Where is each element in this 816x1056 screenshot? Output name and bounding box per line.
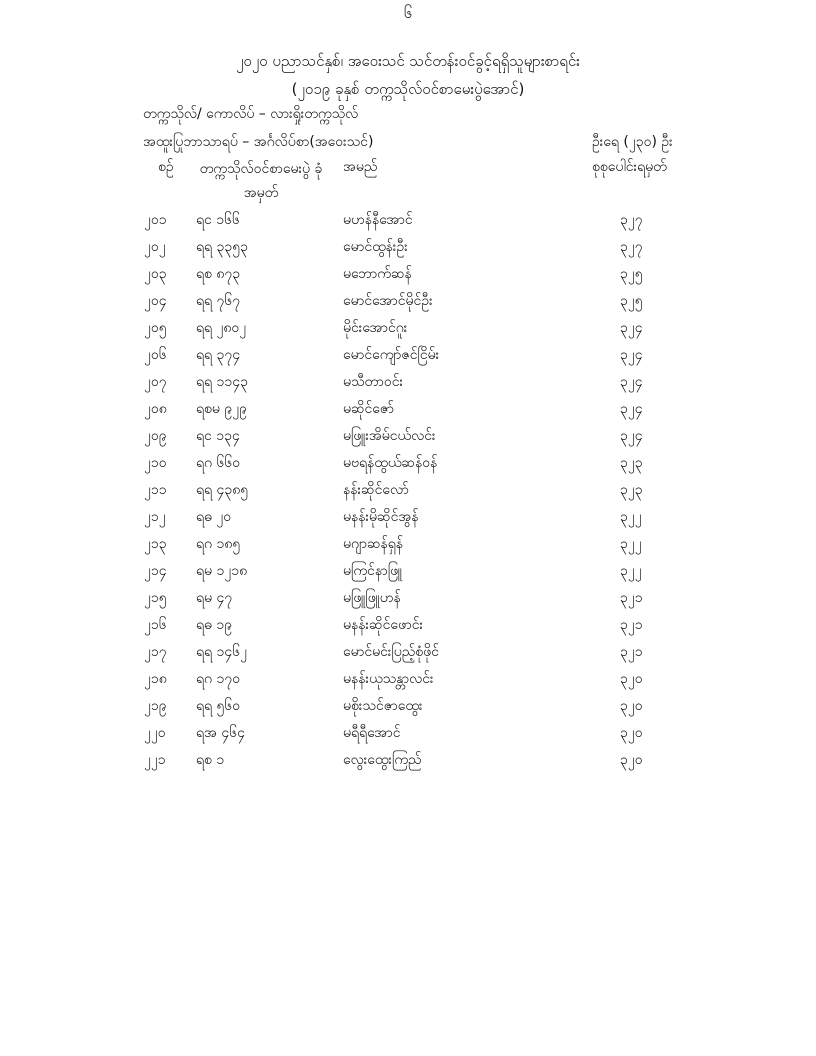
serial-cell: ၂၁၂	[144, 509, 166, 525]
table-row	[0, 318, 816, 345]
university-line: တက္ကသိုလ်/ ကောလိပ် – လားရှိုးတက္ကသိုလ်	[143, 106, 359, 122]
name-cell: မောင်ကျော်ဇင်ငြိမ်း	[343, 347, 440, 363]
table-row	[0, 561, 816, 588]
serial-cell: ၂၁၅	[144, 590, 167, 606]
name-cell: မသီတာဝင်း	[343, 374, 404, 390]
name-cell: မိုင်းအောင်ဂူး	[343, 320, 408, 336]
column-header-serial: စဉ်	[158, 159, 174, 175]
score-cell: ၃၂၃	[620, 482, 643, 498]
serial-cell: ၂၀၄	[144, 293, 167, 309]
roll-number-cell: ရဓ ၁၉	[196, 617, 233, 633]
serial-cell: ၂၀၇	[144, 374, 167, 390]
serial-cell: ၂၂၁	[144, 752, 166, 768]
roll-number-cell: ရရ ၃၃၅၃	[196, 239, 249, 255]
name-cell: မစိုးသင်ဇာထွေး	[343, 698, 423, 714]
roll-number-cell: ရင ၁၃၄	[196, 428, 240, 444]
serial-cell: ၂၂၀	[144, 725, 166, 741]
table-row	[0, 534, 816, 561]
serial-cell: ၂၀၈	[144, 401, 167, 417]
name-cell: မနန်းမိုဆိုင်အွန်	[343, 509, 419, 525]
table-row	[0, 291, 816, 318]
roll-number-cell: ရမ ၄၇	[196, 590, 233, 606]
score-cell: ၃၂၁	[620, 590, 643, 606]
table-row	[0, 453, 816, 480]
total-count: ဦးရေ (၂၃၀) ဦး	[592, 134, 673, 150]
serial-cell: ၂၁၆	[144, 617, 167, 633]
score-cell: ၃၂၅	[620, 266, 643, 282]
name-cell: မောင်မင်းပြည့်စုံဖိုင်	[343, 644, 439, 660]
roll-number-cell: ရအ ၄၆၄	[196, 725, 245, 741]
score-cell: ၃၂၇	[620, 239, 643, 255]
serial-cell: ၂၀၂	[144, 239, 166, 255]
score-cell: ၃၂၁	[620, 617, 643, 633]
roll-number-cell: ရစ ၈၇၃	[196, 266, 241, 282]
name-cell: မရီရီအောင်	[343, 725, 401, 741]
roll-number-cell: ရမ ၁၂၁၈	[196, 563, 248, 579]
serial-cell: ၂၀၅	[144, 320, 167, 336]
score-cell: ၃၂၀	[620, 671, 643, 687]
score-cell: ၃၂၄	[620, 347, 643, 363]
name-cell: မဖြူးအိမ်ငယ်လင်း	[343, 428, 436, 444]
name-cell: လွေးထွေးကြည်	[343, 752, 422, 768]
score-cell: ၃၂၁	[620, 644, 643, 660]
serial-cell: ၂၁၄	[144, 563, 167, 579]
column-header-name: အမည်	[343, 159, 378, 175]
roll-number-cell: ရင ၁၆၆	[196, 212, 240, 228]
document-subtitle: (၂၀၁၉ ခုနှစ် တက္ကသိုလ်ဝင်စာမေးပွဲအောင်)	[291, 80, 525, 98]
table-row	[0, 507, 816, 534]
table-row	[0, 723, 816, 750]
score-cell: ၃၂၄	[620, 320, 643, 336]
score-cell: ၃၂၃	[620, 455, 643, 471]
score-cell: ၃၂၄	[620, 401, 643, 417]
table-row	[0, 750, 816, 777]
name-cell: မောင်ထွန်းဦး	[343, 239, 408, 255]
table-row	[0, 642, 816, 669]
score-cell: ၃၂၂	[620, 536, 642, 552]
table-row	[0, 615, 816, 642]
serial-cell: ၂၁၁	[144, 482, 167, 498]
score-cell: ၃၂၄	[620, 428, 643, 444]
table-row	[0, 669, 816, 696]
score-cell: ၃၂၀	[620, 698, 643, 714]
name-cell: မဖြူဖြူဟန်	[343, 590, 401, 606]
roll-number-cell: ရရ ၄၃၈၅	[196, 482, 249, 498]
serial-cell: ၂၁၈	[144, 671, 167, 687]
table-row	[0, 480, 816, 507]
table-row	[0, 426, 816, 453]
name-cell: မနန်းဆိုင်ဖောင်း	[343, 617, 424, 633]
table-row	[0, 588, 816, 615]
name-cell: မဂျာဆန်ရှန်	[343, 536, 404, 552]
roll-number-cell: ရဓ ၂၀	[196, 509, 232, 525]
roll-number-cell: ရရ ၃၇၄	[196, 347, 241, 363]
roll-number-cell: ရရ ၅၆၀	[196, 698, 241, 714]
name-cell: မနန်းယုသန္တာလင်း	[343, 671, 434, 687]
serial-cell: ၂၁၃	[144, 536, 167, 552]
table-row	[0, 345, 816, 372]
column-header-roll-number: တက္ကသိုလ်ဝင်စာမေးပွဲ ခုံအမှတ်	[199, 161, 323, 201]
results-table	[0, 210, 816, 777]
roll-number-cell: ရရ ၁၄၆၂	[196, 644, 248, 660]
page-number: ၆	[403, 4, 413, 22]
score-cell: ၃၂၀	[620, 752, 643, 768]
table-row	[0, 372, 816, 399]
roll-number-cell: ရရ ၂၈၀၂	[196, 320, 247, 336]
serial-cell: ၂၀၁	[144, 212, 167, 228]
name-cell: မဗရန်ထွယ်ဆန်ဝန်	[343, 455, 438, 471]
score-cell: ၃၂၇	[620, 212, 643, 228]
serial-cell: ၂၁၇	[144, 644, 167, 660]
table-row	[0, 696, 816, 723]
score-cell: ၃၂၂	[620, 509, 642, 525]
score-cell: ၃၂၄	[620, 374, 643, 390]
table-row	[0, 399, 816, 426]
roll-number-cell: ရဂ ၁၈၅	[196, 536, 241, 552]
table-row	[0, 210, 816, 237]
score-cell: ၃၂၅	[620, 293, 643, 309]
score-cell: ၃၂၀	[620, 725, 643, 741]
serial-cell: ၂၁၉	[144, 698, 167, 714]
serial-cell: ၂၁၀	[144, 455, 167, 471]
name-cell: နန်းဆိုင်လော်	[343, 482, 409, 498]
name-cell: မဆိုင်ဇော်	[343, 401, 394, 417]
roll-number-cell: ရရ ၁၁၄၃	[196, 374, 249, 390]
roll-number-cell: ရဂ ၁၇၀	[196, 671, 241, 687]
serial-cell: ၂၀၆	[144, 347, 167, 363]
name-cell: မကြင်နာဖြူ	[343, 563, 403, 579]
roll-number-cell: ရစ ၁	[196, 752, 225, 768]
roll-number-cell: ရဂ ၆၆၀	[196, 455, 241, 471]
name-cell: မဟန်နီအောင်	[343, 212, 413, 228]
table-row	[0, 237, 816, 264]
serial-cell: ၂၀၃	[144, 266, 167, 282]
serial-cell: ၂၀၉	[144, 428, 167, 444]
name-cell: မောင်အောင်မိုင်ဦး	[343, 293, 433, 309]
document-title: ၂၀၂၀ ပညာသင်နှစ်၊ အဝေးသင် သင်တန်းဝင်ခွင့်ရရှိသူများစာရင်း	[236, 52, 580, 70]
table-row	[0, 264, 816, 291]
subject-line: အထူးပြုဘာသာရပ် – အင်္ဂလိပ်စာ(အဝေးသင်)	[143, 134, 374, 150]
score-cell: ၃၂၂	[620, 563, 642, 579]
roll-number-cell: ရရ ၇၆၇	[196, 293, 241, 309]
roll-number-cell: ရစမ ၉၂၉	[196, 401, 247, 417]
column-header-total-score: စုစုပေါင်းရမှတ်	[592, 159, 667, 175]
name-cell: မဘောက်ဆန်	[343, 266, 412, 282]
